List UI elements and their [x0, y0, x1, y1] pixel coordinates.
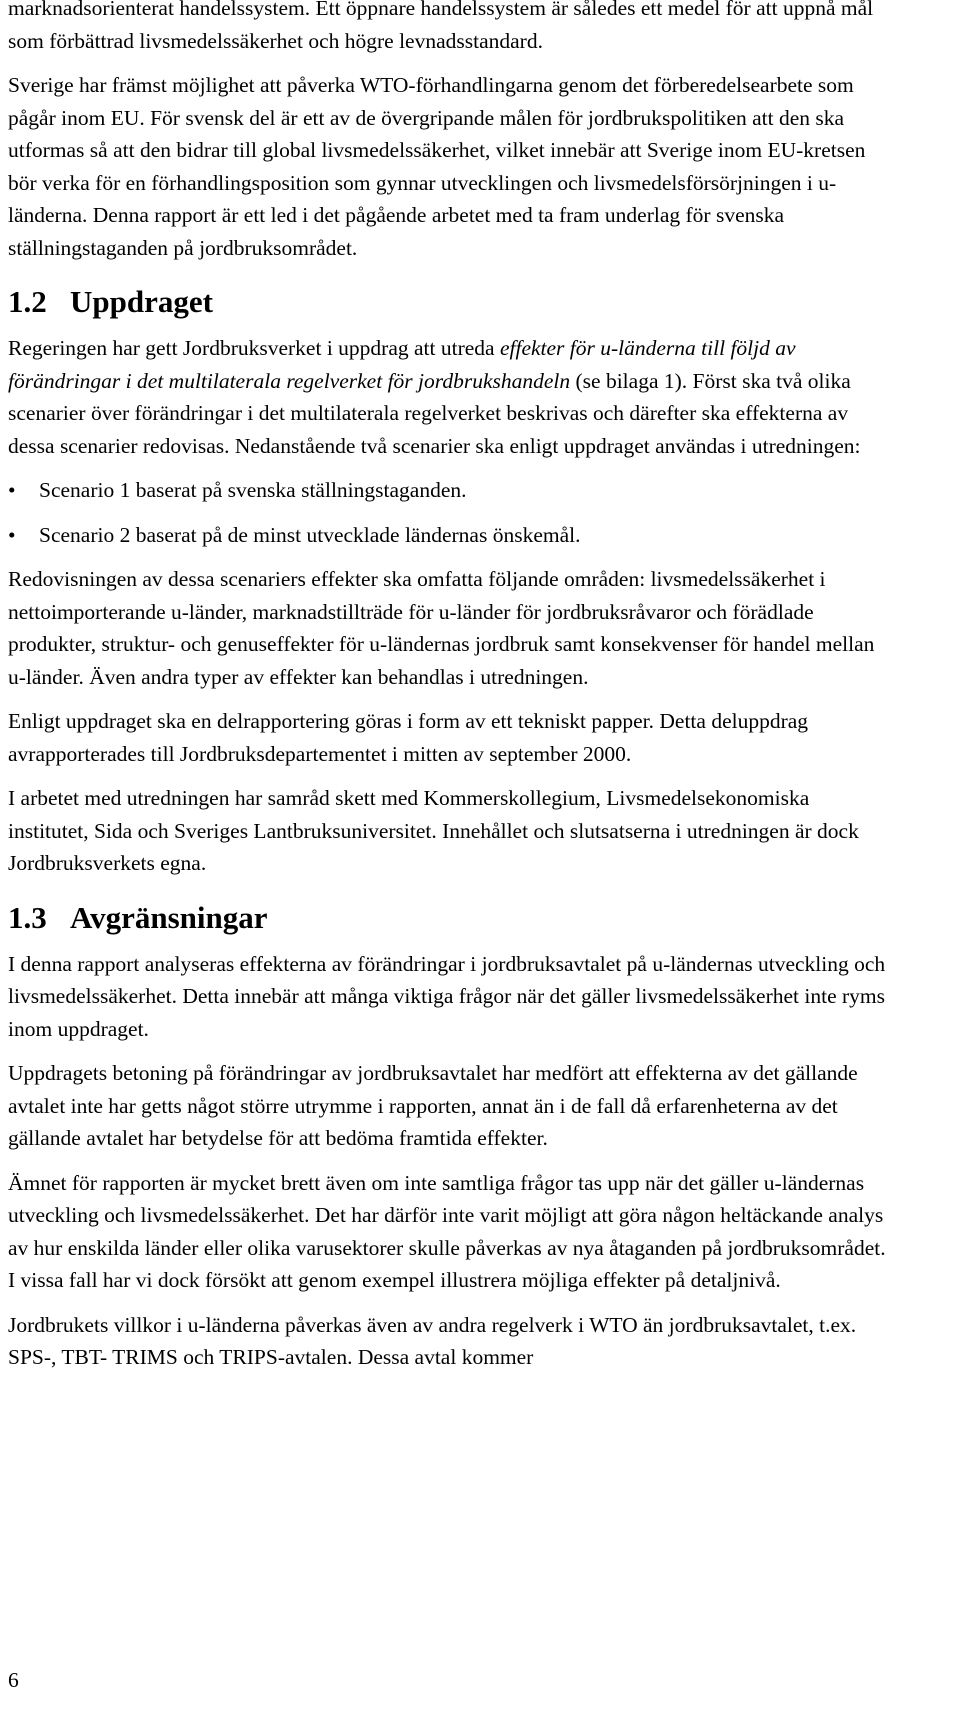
section-title: Avgränsningar: [70, 899, 268, 935]
paragraph-intro-continued: marknadsorienterat handelssystem. Ett öppnare handelssystem är således ett medel för att uppnå mål som förbättrad livsmedelssäkerhet och högre levnadsstandard.: [8, 0, 874, 53]
text-run: Regeringen har gett Jordbruksverket i uppdrag att utreda: [8, 336, 500, 360]
paragraph-samrad: I arbetet med utredningen har samråd skett med Kommerskollegium, Livsmedelsekonomiska institutet, Sida och Sveriges Lantbruksuniversitet. Innehållet och slutsatserna i utredningen är dock Jordbruksverkets egna.: [8, 786, 859, 875]
scenario-list: [8, 474, 888, 551]
italic-text-run: effekter för u-länderna till följd av förändringar i det multilaterala regelverket för jordbrukshandeln: [8, 336, 796, 393]
paragraph-avgransning-1: I denna rapport analyseras effekterna av förändringar i jordbruksavtalet på u-ländernas utveckling och livsmedelssäkerhet. Detta innebär att många viktiga frågor när det gäller livsmedelssäkerhet inte ryms inom uppdraget.: [8, 951, 886, 1041]
document-body: [8, 0, 888, 1386]
section-number: 1.3: [8, 899, 47, 935]
paragraph-avgransning-2: Uppdragets betoning på förändringar av jordbruksavtalet har medfört att effekterna av det gällande avtalet inte har getts något större utrymme i rapporten, annat än i de fall då erfarenheterna av det gällande avtalet har betydelse för att bedöma framtida effekter.: [8, 1061, 858, 1150]
paragraph-wto-influence: Sverige har främst möjlighet att påverka WTO-förhandlingarna genom det förberedelsearbete som pågår inom EU. För svensk del är ett av de övergripande målen för jordbrukspolitiken att den ska utformas så att den bidrar till global livsmedelssäkerhet, vilket innebär att Sverige inom EU-kretsen bör verka för en förhandlingsposition som gynnar utvecklingen och livsmedelsförsörjningen i u-länderna. Denna rapport är ett led i det pågående arbetet med ta fram underlag för svenska ställningstaganden på jordbruksområdet.: [8, 73, 866, 260]
paragraph-uppdrag-intro: [8, 332, 888, 462]
page-number: 6: [8, 1668, 19, 1692]
bullet-icon: •: [8, 522, 16, 547]
bullet-icon: •: [8, 478, 16, 502]
section-heading-avgransningar: [8, 898, 888, 938]
list-item-scenario-2: [8, 519, 888, 552]
section-heading-uppdraget: [8, 282, 888, 322]
paragraph-avgransning-4: Jordbrukets villkor i u-länderna påverkas även av andra regelverk i WTO än jordbruksavtalet, t.ex. SPS-, TBT- TRIMS och TRIPS-avtalen. Dessa avtal kommer: [8, 1312, 857, 1369]
text-run: (se bilaga 1). Först ska två olika scenarier över förändringar i det multilaterala regelverket beskrivas och därefter ska effekterna av dessa scenarier redovisas. Nedanstående två scenarier ska enligt uppdraget användas i utredningen:: [8, 368, 861, 458]
paragraph-delrapportering: Enligt uppdraget ska en delrapportering göras i form av ett tekniskt papper. Detta deluppdrag avrapporterades till Jordbruksdepartementet i mitten av september 2000.: [8, 709, 809, 766]
list-item-scenario-1: [8, 474, 888, 507]
list-item-text: Scenario 2 baserat på de minst utvecklade ländernas önskemål.: [39, 522, 581, 547]
paragraph-redovisning: Redovisningen av dessa scenariers effekter ska omfatta följande områden: livsmedelssäkerhet i nettoimporterande u-länder, marknadstillträde för u-länder för jordbruksråvaror och förädlade produkter, struktur- och genuseffekter för u-ländernas jordbruk samt konsekvenser för handel mellan u-länder. Även andra typer av effekter kan behandlas i utredningen.: [8, 567, 875, 689]
section-number: 1.2: [8, 284, 47, 319]
section-title: Uppdraget: [70, 284, 213, 319]
list-item-text: Scenario 1 baserat på svenska ställningstaganden.: [39, 478, 467, 502]
paragraph-avgransning-3: Ämnet för rapporten är mycket brett även om inte samtliga frågor tas upp när det gäller u-ländernas utveckling och livsmedelssäkerhet. Det har därför inte varit möjligt att göra någon heltäckande analys av hur enskilda länder eller olika varusektorer skulle påverkas av nya åtaganden på jordbruksområdet. I vissa fall har vi dock försökt att genom exempel illustrera möjliga effekter på detaljnivå.: [8, 1170, 886, 1292]
